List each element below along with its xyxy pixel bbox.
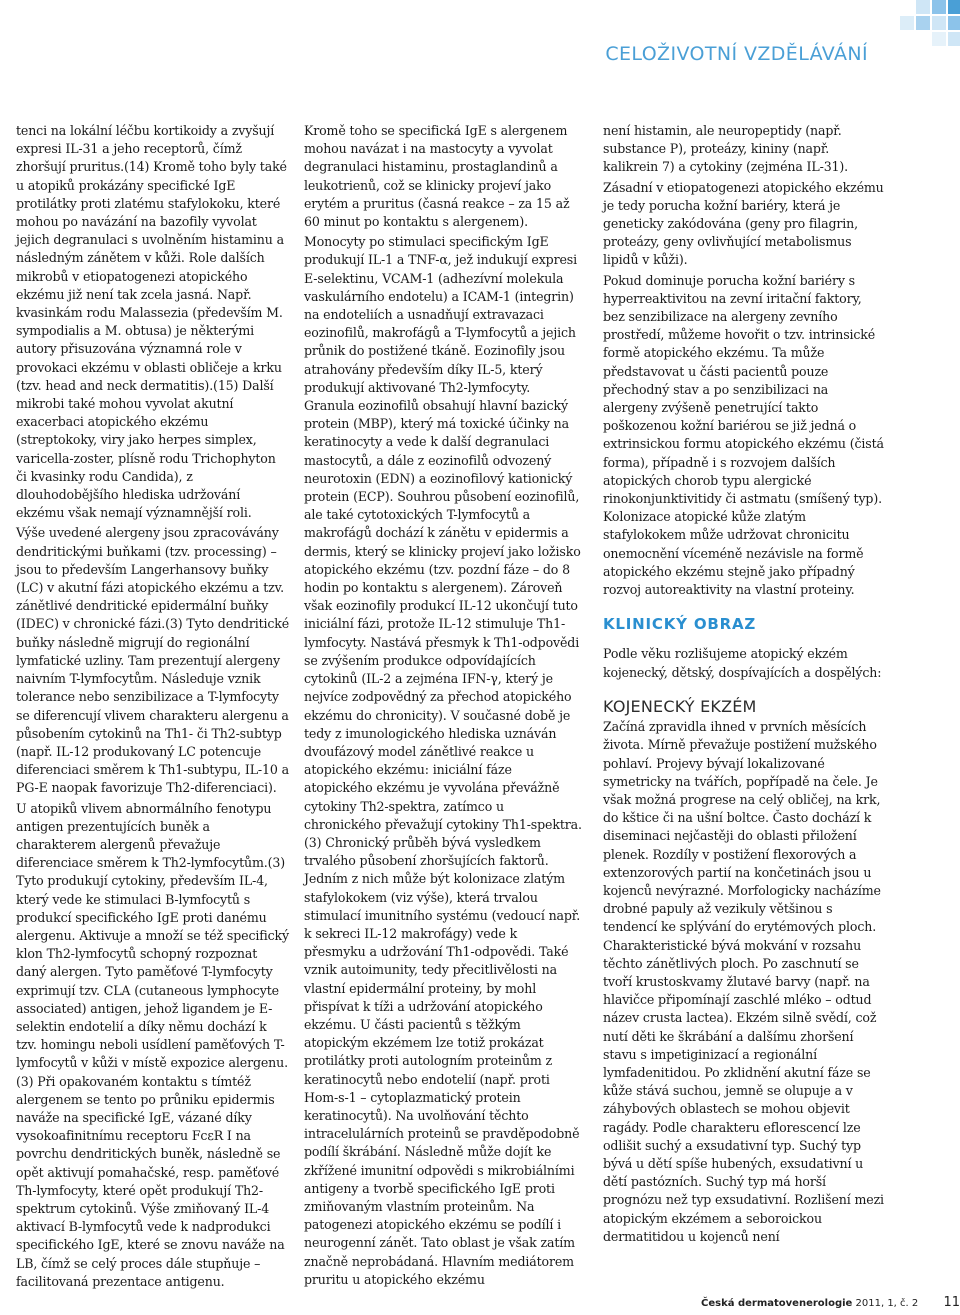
text-column-3 — [603, 122, 886, 1248]
section-heading-klinicky-obraz: KLINICKÝ OBRAZ — [603, 615, 757, 634]
section-header: CELOŽIVOTNÍ VZDĚLÁVÁNÍ — [605, 43, 868, 65]
paragraph: Pokud dominuje porucha kožní bariéry s hyperreaktivitou na zevní iritační faktory, bez senzibilizace na alergeny zevního prostředí, můžeme hovořit o tzv. intrinsické formě atopického ekzému. Ta může představovat u části pacientů pouze přechodný stav a po senzibilizaci na alergeny zvýšeně penetrující takto poškozenou kožní bariérou se již jedná o extrinsickou formu atopického ekzému (čistá forma), případně i s rozvojem dalších atopických chorob typu alergické rinokonjunktivitidy či astmatu (smíšený typ). Kolonizace atopické kůže zlatým stafylokokem může udržovat chronicitu onemocnění víceméně nezávisle na formě atopického ekzému stejně jako případný rozvoj autoreaktivity na vlastní proteiny. — [603, 272, 884, 598]
paragraph: tenci na lokální léčbu kortikoidy a zvyšují expresi IL-31 a jeho receptorů, čímž zhoršují pruritus.(14) Kromě toho byly také u atopiků prokázány specifické IgE protilátky proti zlatému stafylokoku, které mohou po navázání na bazofily vyvolat jejich degranulaci s uvolněním histaminu a následným zánětem v kůži. Role dalších mikrobů v etiopatogenezi atopického ekzému již není tak zcela jasná. Např. kvasinkám rodu Malassezia (především M. sympodialis a M. obtusa) je některými autory přisuzována významná role v provokaci ekzému v oblasti obličeje a krku (tzv. head and neck dermatitis).(15) Další mikrobi také mohou vyvolat akutní exacerbaci atopického ekzému (streptokoky, viry jako herpes simplex, varicella-zoster, plísně rodu Trichophyton či kvasinky rodu Candida), z dlouhodobějšího hlediska udržování ekzému však nemají významnější roli. — [16, 123, 287, 521]
paragraph: Výše uvedené alergeny jsou zpracovávány dendritickými buňkami (tzv. processing) – jsou to především Langerhansovy buňky (LC) v akutní fázi atopického ekzému a tzv. zánětlivé dendritické epidermální buňky (IDEC) v chronické fázi.(3) Tyto dendritické buňky následně migrují do regionální lymfatické uzliny. Tam prezentují alergeny naivním T-lymfocytům. Následuje vznik tolerance nebo senzibilizace a T-lymfocyty se diferencují vlivem charakteru alergenu a působením cytokinů na Th1- či Th2-subtyp (např. IL-12 produkovaný LC potencuje diferenciaci směrem k Th1-subtypu, IL-10 a PG-E naopak favorizuje Th2-diferenciaci). — [16, 525, 290, 796]
text-column-1 — [16, 122, 290, 1293]
paragraph: Podle věku rozlišujeme atopický ekzém kojenecký, dětský, dospívajících a dospělých: — [603, 646, 882, 680]
decorative-squares-graphic — [864, 0, 960, 60]
paragraph: Zásadní v etiopatogenezi atopického ekzému je tedy porucha kožní bariéry, která je geneticky zakódována (geny pro filagrin, proteázy, geny ovlivňující metabolismus lipidů v kůži). — [603, 179, 884, 268]
text-column-2 — [304, 122, 582, 1291]
page-number: 11 — [943, 1295, 960, 1310]
subheading-kojenecky-ekzem: KOJENECKÝ EKZÉM — [603, 696, 757, 716]
issue-info: 2011, 1, č. 2 — [855, 1298, 919, 1309]
page-footer — [701, 1295, 960, 1310]
paragraph: Začíná zpravidla ihned v prvních měsících života. Mírně převažuje postižení mužského pohlaví. Projevy bývají lokalizované symetricky na tvářích, popřípadě na čele. Je však možná progrese na celý obličej, na krk, do kštice či na ušní boltce. Často dochází k diseminaci nejčastěji do oblasti přiložení plenek. Rozdíly v postižení flexorových a extenzorových partií na končetinách jsou u kojenců nevýrazné. Morfologicky nacházíme drobné papuly až vezikuly většinou s tendencí ke splývání do erytémových ploch. Charakteristické bývá mokvání v rozsahu těchto zánětlivých ploch. Po zaschnutí se tvoří krustoskvamy žlutavé barvy (např. na hlavičce připomínají zaschlé mléko – odtud název crusta lactea). Ekzém silně svědí, což nutí děti ke škrábání a dalšímu zhoršení stavu s impetiginizací a regionální lymfadenitidou. Po zklidnění akutní fáze se kůže stává suchou, jemně se olupuje a v záhybových oblastech se mohou objevit ragády. Podle charakteru eflorescencí lze odlišit suchý a exsudativní typ. Suchý typ bývá u dětí spíše hubených, exsudativní u dětí pastózních. Suchý typ má horší prognózu než typ exsudativní. Rozlišení mezi atopickým ekzémem a seboroickou dermatitidou u kojenců není — [603, 719, 884, 1244]
paragraph: není histamin, ale neuropeptidy (např. substance P), proteázy, kininy (např. kalikrein 7) a cytokiny (zejména IL-31). — [603, 123, 849, 175]
paragraph: U atopiků vlivem abnormálního fenotypu antigen prezentujících buněk a charakterem alergenů převažuje diferenciace směrem k Th2-lymfocytům.(3) Tyto produkují cytokiny, především IL-4, který vede ke stimulaci B-lymfocytů s produkcí specifického IgE proti danému alergenu. Aktivuje a množí se též specifický klon Th2-lymfocytů schopný rozpoznat daný alergen. Tyto paměťové T-lymfocyty exprimují tzv. CLA (cutaneous lymphocyte associated) antigen, jehož ligandem je E-selektin endotelií a díky němu dochází k tzv. homingu neboli usídlení paměťových T-lymfocytů v kůži v místě expozice alergenu.(3) Při opakovaném kontaktu s tímtéž alergenem se tento po průniku epidermis naváže na specifické IgE, vázané díky vysokoafinitnímu receptoru FcεR I na povrchu dendritických buněk, následně se opět aktivují pomahačské, resp. paměťové Th-lymfocyty, které opět produkují Th2-spektrum cytokinů. Výše zmiňovaný IL-4 aktivací B-lymfocytů vede k nadprodukci specifického IgE, které se znovu naváže na LB, čímž se celý proces dále stupňuje – facilitovaná prezentace antigenu. — [16, 800, 289, 1289]
paragraph: Monocyty po stimulaci specifickým IgE produkují IL-1 a TNF-α, jež indukují expresi E-selektinu, VCAM-1 (adhezívní molekula vaskulárního endotelu) a ICAM-1 (integrin) na endoteliích a usnadňují extravazaci eozinofilů, makrofágů a T-lymfocytů a jejich průnik do postižené tkáně. Eozinofily jsou atrahovány především díky IL-5, který produkují aktivované Th2-lymfocyty. Granula eozinofilů obsahují hlavní bazický protein (MBP), který má toxické účinky na keratinocyty a vede k další degranulaci mastocytů, a dále z eozinofilů odvozený neurotoxin (EDN) a eozinofilový kationický protein (ECP). Souhrou působení eozinofilů, ale také cytotoxických T-lymfocytů a makrofágů dochází k zánětu v epidermis a dermis, který se klinicky projeví jako ložisko atopického ekzému (tzv. pozdní fáze – do 8 hodin po kontaktu s alergenem). Zároveň však eozinofily produkcí IL-12 ukončují tuto iniciální fázi, protože IL-12 stimuluje Th1-lymfocyty. Nastává přesmyk k Th1-odpovědi se zvýšením produkce odpovídajících cytokinů (IL-2 a zejména IFN-γ, který je nejvíce zodpovědný za přechod atopického ekzému do chronicity). V současné době je tedy z imunologického hlediska uznáván dvoufázový model zánětlivé reakce u atopického ekzému: iniciální fáze atopického ekzému je vyvolána převážně cytokiny Th2-spektra, zatímco u chronického převažují cytokiny Th1-spektra.(3) Chronický průběh bývá vysledkem trvalého působení zhoršujících faktorů. Jedním z nich může být kolonizace zlatým stafylokokem (viz výše), která trvalou stimulací imunitního systému (vedoucí např. k sekreci IL-12 makrofágy) vede k přesmyku a udržování Th1-odpovědi. Také vznik autoimunity, tedy přecitlivělosti na vlastní epidermální proteiny, by mohl přispívat k tíži a udržování atopického ekzému. U části pacientů s těžkým atopickým ekzémem lze totiž prokázat protilátky proti autologním proteinům z keratinocytů nebo endotelií (např. proti Hom-s-1 – cytoplazmatický protein keratinocytů). Na uvolňování těchto intracelulárních proteinů se pravděpodobně podílí škrábání. Následně může dojít ke zkřížené imunitní odpovědi s mikrobiálními antigeny a tvorbě specifického IgE proti zmiňovaným vlastním proteinům. Na patogenezi atopického ekzému se podílí i neurogenní zánět. Tato oblast je však zatím značně neprobádaná. Hlavním mediátorem pruritu u atopického ekzému — [304, 234, 582, 1287]
journal-name: Česká dermatovenerologie — [701, 1298, 853, 1309]
paragraph: Kromě toho se specifická IgE s alergenem mohou navázat i na mastocyty a vyvolat degranulaci histaminu, prostaglandinů a leukotrienů, což se klinicky projeví jako erytém a pruritus (časná reakce – za 15 až 60 minut po kontaktu s alergenem). — [304, 123, 570, 230]
